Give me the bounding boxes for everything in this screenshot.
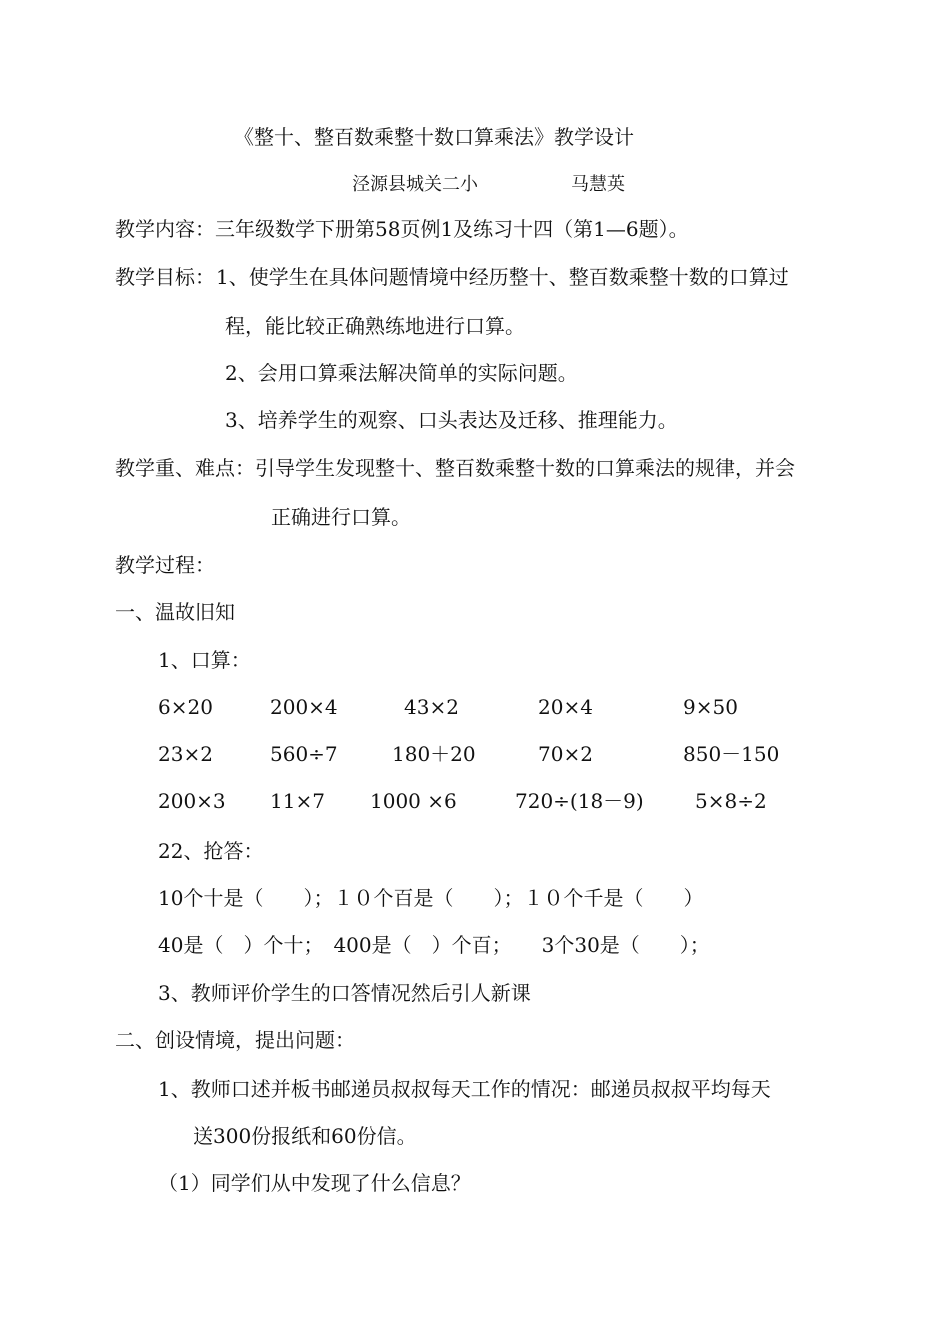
objective-1-line-1: 1、使学生在具体问题情境中经历整十、整百数乘整十数的口算过 [216, 265, 789, 289]
key-points-line-1: 教学重、难点：引导学生发现整十、整百数乘整十数的口算乘法的规律，并会 [115, 456, 795, 480]
section-2-item-1-line-2: 送300份报纸和60份信。 [193, 1124, 417, 1148]
quick-answer-line-2: 40是（ ）个十； 400是（ ）个百； 3个30是（ ）； [158, 933, 710, 957]
calc-item: 180＋20 [392, 742, 476, 766]
section-1-heading: 一、温故旧知 [115, 600, 235, 624]
calc-item: 720÷(18－9) [515, 789, 644, 813]
teaching-content: 教学内容：三年级数学下册第58页例1及练习十四（第1—6题）。 [115, 217, 689, 241]
section-1-sub-2: 22、抢答： [158, 839, 264, 863]
key-points-line-2: 正确进行口算。 [271, 505, 411, 529]
document-title: 《整十、整百数乘整十数口算乘法》教学设计 [234, 125, 634, 149]
objective-1-line-2: 程，能比较正确熟练地进行口算。 [225, 314, 525, 338]
section-2-question-1: （1）同学们从中发现了什么信息？ [158, 1171, 471, 1195]
calc-item: 560÷7 [270, 742, 338, 766]
section-2-item-1-line-1: 1、教师口述并板书邮递员叔叔每天工作的情况：邮递员叔叔平均每天 [158, 1077, 771, 1101]
calc-item: 23×2 [158, 742, 213, 766]
calc-item: 5×8÷2 [695, 789, 767, 813]
author-school: 泾源县城关二小 [352, 174, 478, 195]
author-name: 马慧英 [571, 174, 625, 195]
calc-item: 11×7 [270, 789, 325, 813]
objectives-label: 教学目标： [115, 265, 215, 289]
objective-3: 3、培养学生的观察、口头表达及迁移、推理能力。 [225, 408, 678, 432]
calc-item: 70×2 [538, 742, 593, 766]
section-1-sub-3: 3、教师评价学生的口答情况然后引人新课 [158, 981, 531, 1005]
calc-item: 6×20 [158, 695, 213, 719]
calc-item: 43×2 [404, 695, 459, 719]
section-1-sub-1: 1、口算： [158, 648, 251, 672]
objective-2: 2、会用口算乘法解决简单的实际问题。 [225, 361, 578, 385]
calc-item: 850－150 [683, 742, 780, 766]
calc-item: 200×4 [270, 695, 338, 719]
calc-item: 20×4 [538, 695, 593, 719]
calc-item: 1000 ×6 [370, 789, 457, 813]
calc-item: 9×50 [683, 695, 738, 719]
section-2-heading: 二、创设情境，提出问题： [115, 1028, 355, 1052]
calc-item: 200×3 [158, 789, 226, 813]
process-heading: 教学过程： [115, 553, 215, 577]
quick-answer-line-1: 10个十是（ ）；１０个百是（ ）；１０个千是（ ） [158, 886, 704, 910]
